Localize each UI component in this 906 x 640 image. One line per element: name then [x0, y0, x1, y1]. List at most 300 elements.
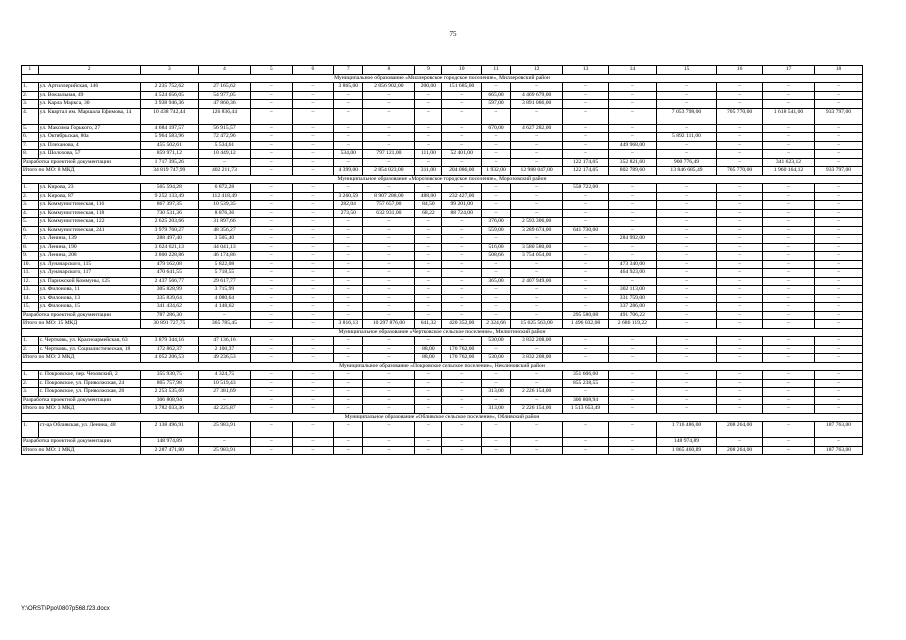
- table-cell: 705 770,00: [717, 167, 763, 176]
- table-cell: –: [250, 446, 292, 455]
- table-cell: 84,50: [415, 201, 442, 210]
- table-cell: –: [717, 260, 763, 269]
- table-cell: 2 138 496,91: [140, 422, 198, 438]
- table-cell: –: [608, 243, 656, 252]
- table-cell: –: [415, 158, 442, 167]
- table-cell: 2 056 902,00: [363, 83, 415, 92]
- table-cell: –: [250, 150, 292, 159]
- table-cell: –: [481, 108, 510, 124]
- table-cell: –: [442, 446, 482, 455]
- table-cell: 859 971,12: [140, 150, 198, 159]
- table-cell: –: [656, 150, 716, 159]
- table-cell: –: [250, 133, 292, 142]
- table-cell: –: [292, 388, 334, 397]
- table-cell: –: [511, 286, 563, 295]
- table-cell: 47 136,16: [198, 337, 250, 346]
- table-cell: 4 324,75: [198, 371, 250, 380]
- table-cell: 5 534,61: [198, 141, 250, 150]
- table-cell: –: [762, 100, 814, 109]
- table-cell: 632 931,00: [363, 209, 415, 218]
- table-cell: –: [334, 294, 363, 303]
- column-number: 8: [363, 66, 415, 75]
- table-cell: –: [656, 286, 716, 295]
- table-cell: 126 836,44: [198, 108, 250, 124]
- table-cell: –: [292, 294, 334, 303]
- table-cell: –: [250, 83, 292, 92]
- table-cell: –: [363, 158, 415, 167]
- section-header-row: [22, 362, 863, 371]
- table-cell: –: [292, 438, 334, 447]
- table-cell: 232 427,00: [442, 192, 482, 201]
- table-cell: –: [717, 133, 763, 142]
- table-cell: –: [292, 396, 334, 405]
- table-cell: –: [762, 150, 814, 159]
- table-cell: –: [415, 91, 442, 100]
- table-cell: –: [815, 133, 863, 142]
- table-cell: –: [250, 226, 292, 235]
- table-cell: –: [717, 303, 763, 312]
- table-cell: 1 865 460,89: [656, 446, 716, 455]
- column-number: 14: [608, 66, 656, 75]
- table-cell: –: [442, 277, 482, 286]
- table-cell: 341 434,62: [140, 303, 198, 312]
- table-cell: 112 418,49: [198, 192, 250, 201]
- table-row: [22, 201, 863, 210]
- table-cell: –: [415, 260, 442, 269]
- table-cell: –: [334, 269, 363, 278]
- row-number: 7.: [22, 235, 39, 244]
- table-cell: 4 399,00: [334, 167, 363, 176]
- table-cell: –: [717, 354, 763, 363]
- table-cell: 48 356,27: [198, 226, 250, 235]
- summary-row: [22, 167, 863, 176]
- table-cell: –: [656, 201, 716, 210]
- table-cell: –: [442, 158, 482, 167]
- table-cell: 2 287 471,80: [140, 446, 198, 455]
- column-number: 11: [481, 66, 510, 75]
- table-cell: –: [481, 345, 510, 354]
- table-cell: –: [563, 83, 609, 92]
- address-cell: с. Покровское, ул. Приволжская, 24: [38, 379, 140, 388]
- table-cell: –: [815, 141, 863, 150]
- table-row: [22, 294, 863, 303]
- row-number: 1.: [22, 83, 39, 92]
- table-cell: 148 974,89: [140, 438, 198, 447]
- summary-row: [22, 438, 863, 447]
- table-cell: –: [250, 91, 292, 100]
- address-cell: ул. Шолохова, 57: [38, 150, 140, 159]
- table-cell: –: [815, 320, 863, 329]
- table-cell: –: [717, 243, 763, 252]
- table-cell: –: [334, 446, 363, 455]
- table-cell: –: [250, 124, 292, 133]
- address-cell: ул. Кирова, 87: [38, 192, 140, 201]
- table-cell: –: [415, 124, 442, 133]
- address-cell: ул. Филонова, 13: [38, 294, 140, 303]
- table-cell: 7 053 798,00: [656, 108, 716, 124]
- table-cell: –: [608, 209, 656, 218]
- table-cell: –: [250, 243, 292, 252]
- table-cell: –: [250, 141, 292, 150]
- table-cell: –: [334, 311, 363, 320]
- table-cell: –: [415, 184, 442, 193]
- table-cell: –: [334, 396, 363, 405]
- table-cell: –: [762, 277, 814, 286]
- table-cell: –: [762, 141, 814, 150]
- table-cell: –: [656, 311, 716, 320]
- table-cell: 313,00: [481, 388, 510, 397]
- table-cell: 479 162,08: [140, 260, 198, 269]
- table-row: [22, 371, 863, 380]
- table-cell: –: [815, 260, 863, 269]
- column-number: 9: [415, 66, 442, 75]
- table-cell: –: [717, 337, 763, 346]
- table-cell: –: [608, 218, 656, 227]
- table-cell: –: [815, 277, 863, 286]
- table-cell: –: [815, 124, 863, 133]
- summary-label: Итого по МО: 8 МКД: [22, 167, 141, 176]
- table-cell: –: [563, 150, 609, 159]
- table-cell: –: [442, 371, 482, 380]
- table-cell: –: [363, 345, 415, 354]
- table-cell: –: [334, 277, 363, 286]
- table-cell: –: [481, 371, 510, 380]
- table-cell: –: [511, 150, 563, 159]
- table-cell: –: [250, 311, 292, 320]
- table-cell: 8 876,36: [198, 209, 250, 218]
- column-number: 5: [250, 66, 292, 75]
- table-cell: –: [511, 201, 563, 210]
- table-cell: 172 862,37: [140, 345, 198, 354]
- table-cell: –: [415, 218, 442, 227]
- table-cell: –: [762, 91, 814, 100]
- table-cell: 3 891 086,00: [511, 100, 563, 109]
- row-number: 1.: [22, 422, 39, 438]
- table-cell: 4 684 197,57: [140, 124, 198, 133]
- row-number: 4.: [22, 209, 39, 218]
- table-cell: 2 407 949,00: [511, 277, 563, 286]
- table-cell: –: [656, 124, 716, 133]
- table-cell: –: [511, 108, 563, 124]
- table-cell: –: [762, 446, 814, 455]
- table-cell: 802 789,60: [608, 167, 656, 176]
- table-cell: –: [815, 192, 863, 201]
- row-number: 3.: [22, 201, 39, 210]
- summary-row: [22, 396, 863, 405]
- table-cell: –: [481, 150, 510, 159]
- table-cell: –: [442, 124, 482, 133]
- table-cell: –: [511, 311, 563, 320]
- column-number: 7: [334, 66, 363, 75]
- table-cell: –: [481, 311, 510, 320]
- table-cell: 491 706,22: [608, 311, 656, 320]
- table-cell: –: [334, 345, 363, 354]
- table-cell: –: [334, 422, 363, 438]
- table-cell: –: [717, 388, 763, 397]
- table-cell: –: [292, 209, 334, 218]
- table-cell: –: [717, 124, 763, 133]
- table-cell: –: [442, 269, 482, 278]
- table-cell: 44 041,13: [198, 243, 250, 252]
- table-cell: –: [656, 277, 716, 286]
- table-cell: 3 979 760,27: [140, 226, 198, 235]
- table-cell: 208 264,00: [717, 446, 763, 455]
- table-cell: 464 923,00: [608, 269, 656, 278]
- table-cell: –: [717, 141, 763, 150]
- row-number: 3.: [22, 100, 39, 109]
- table-cell: –: [762, 286, 814, 295]
- table-cell: –: [717, 91, 763, 100]
- table-row: [22, 243, 863, 252]
- table-cell: –: [442, 226, 482, 235]
- table-cell: –: [762, 311, 814, 320]
- table-cell: –: [363, 396, 415, 405]
- table-cell: –: [656, 269, 716, 278]
- summary-label: Итого по МО: 2 МКД: [22, 354, 141, 363]
- table-cell: 787 286,30: [140, 311, 198, 320]
- column-number: 15: [656, 66, 716, 75]
- table-cell: –: [815, 184, 863, 193]
- column-number: 17: [762, 66, 814, 75]
- table-cell: –: [656, 396, 716, 405]
- table-cell: –: [334, 438, 363, 447]
- table-cell: 305 828,99: [140, 286, 198, 295]
- table-cell: 302 113,00: [608, 286, 656, 295]
- table-cell: 148 974,89: [656, 438, 716, 447]
- table-cell: –: [250, 192, 292, 201]
- table-cell: –: [198, 438, 250, 447]
- table-row: [22, 100, 863, 109]
- table-cell: –: [608, 405, 656, 414]
- table-cell: 187 763,00: [815, 422, 863, 438]
- table-cell: –: [415, 446, 442, 455]
- table-cell: –: [762, 83, 814, 92]
- table-cell: –: [292, 405, 334, 414]
- table-cell: –: [717, 345, 763, 354]
- table-cell: –: [717, 405, 763, 414]
- table-cell: –: [762, 243, 814, 252]
- address-cell: с. Покровское, пер. Чеховский, 2: [38, 371, 140, 380]
- table-row: [22, 209, 863, 218]
- table-cell: –: [415, 277, 442, 286]
- table-cell: 34 819 747,99: [140, 167, 198, 176]
- table-cell: –: [415, 226, 442, 235]
- table-cell: –: [656, 337, 716, 346]
- table-row: [22, 83, 863, 92]
- table-cell: –: [815, 337, 863, 346]
- table-cell: –: [415, 379, 442, 388]
- table-cell: –: [442, 108, 482, 124]
- summary-label: Итого по МО: 3 МКД: [22, 405, 141, 414]
- table-cell: –: [292, 286, 334, 295]
- table-cell: –: [292, 311, 334, 320]
- table-cell: 2 253 535,69: [140, 388, 198, 397]
- table-cell: –: [762, 201, 814, 210]
- row-number: 13.: [22, 286, 39, 295]
- table-cell: –: [563, 201, 609, 210]
- column-number: 6: [292, 66, 334, 75]
- table-cell: 10 519,43: [198, 379, 250, 388]
- table-cell: –: [481, 294, 510, 303]
- table-cell: –: [415, 252, 442, 261]
- section-header-row: [22, 328, 863, 337]
- table-cell: 1 932,00: [481, 167, 510, 176]
- table-row: [22, 133, 863, 142]
- table-cell: –: [363, 235, 415, 244]
- table-cell: –: [334, 337, 363, 346]
- table-cell: 99 201,00: [442, 201, 482, 210]
- table-cell: –: [250, 379, 292, 388]
- table-cell: –: [608, 446, 656, 455]
- table-cell: –: [250, 405, 292, 414]
- table-row: [22, 124, 863, 133]
- summary-row: [22, 446, 863, 455]
- row-number: 12.: [22, 277, 39, 286]
- table-cell: –: [442, 303, 482, 312]
- table-cell: –: [334, 371, 363, 380]
- table-cell: –: [762, 396, 814, 405]
- table-cell: 2 437 566,77: [140, 277, 198, 286]
- table-cell: –: [250, 337, 292, 346]
- table-cell: –: [656, 252, 716, 261]
- table-cell: –: [762, 405, 814, 414]
- table-cell: –: [415, 388, 442, 397]
- table-cell: 1 717 395,26: [140, 158, 198, 167]
- table-cell: –: [563, 133, 609, 142]
- table-cell: –: [815, 252, 863, 261]
- table-cell: –: [292, 167, 334, 176]
- table-cell: 282,04: [334, 201, 363, 210]
- address-cell: ул. Коммунистическая, 122: [38, 218, 140, 227]
- summary-label: Разработка проектной документации: [22, 311, 141, 320]
- table-cell: 470 641,55: [140, 269, 198, 278]
- table-cell: –: [815, 226, 863, 235]
- table-cell: 2 226 154,00: [511, 388, 563, 397]
- table-cell: –: [442, 91, 482, 100]
- table-cell: –: [334, 108, 363, 124]
- table-cell: 641 730,00: [563, 226, 609, 235]
- address-cell: ул. Филонова, 15: [38, 303, 140, 312]
- table-cell: 6 872,28: [198, 184, 250, 193]
- table-cell: –: [563, 354, 609, 363]
- table-cell: –: [292, 192, 334, 201]
- table-cell: 122 174,05: [563, 158, 609, 167]
- table-cell: –: [717, 294, 763, 303]
- table-cell: –: [292, 226, 334, 235]
- table-cell: –: [334, 235, 363, 244]
- table-cell: 200,00: [415, 83, 442, 92]
- table-cell: –: [608, 108, 656, 124]
- table-cell: –: [762, 438, 814, 447]
- financing-table: [21, 65, 863, 455]
- table-cell: –: [481, 286, 510, 295]
- table-cell: 565 594,28: [140, 184, 198, 193]
- table-cell: –: [815, 100, 863, 109]
- table-cell: –: [717, 201, 763, 210]
- table-cell: –: [481, 192, 510, 201]
- table-cell: 27 381,69: [198, 388, 250, 397]
- table-cell: –: [250, 294, 292, 303]
- table-cell: –: [717, 252, 763, 261]
- table-cell: –: [292, 124, 334, 133]
- row-number: 4.: [22, 108, 39, 124]
- row-number: 1.: [22, 337, 39, 346]
- column-number: 4: [198, 66, 250, 75]
- address-cell: ул. Филонова, 11: [38, 286, 140, 295]
- summary-row: [22, 158, 863, 167]
- table-cell: –: [563, 108, 609, 124]
- table-cell: –: [563, 235, 609, 244]
- table-cell: –: [363, 100, 415, 109]
- table-cell: –: [292, 446, 334, 455]
- table-cell: 2 593 306,00: [511, 218, 563, 227]
- table-cell: –: [250, 422, 292, 438]
- table-cell: –: [363, 260, 415, 269]
- table-cell: –: [656, 184, 716, 193]
- row-number: 11.: [22, 269, 39, 278]
- table-cell: –: [292, 379, 334, 388]
- table-cell: –: [363, 108, 415, 124]
- table-cell: –: [334, 379, 363, 388]
- table-cell: –: [511, 184, 563, 193]
- table-row: [22, 218, 863, 227]
- table-cell: –: [815, 294, 863, 303]
- table-cell: –: [656, 303, 716, 312]
- column-number: 18: [815, 66, 863, 75]
- table-cell: 313,00: [481, 405, 510, 414]
- table-cell: –: [717, 218, 763, 227]
- table-cell: –: [363, 141, 415, 150]
- column-number: 10: [442, 66, 482, 75]
- table-cell: –: [363, 252, 415, 261]
- table-cell: –: [717, 396, 763, 405]
- row-number: 2.: [22, 345, 39, 354]
- table-cell: –: [442, 133, 482, 142]
- table-cell: 335 839,64: [140, 294, 198, 303]
- table-cell: –: [292, 141, 334, 150]
- table-cell: –: [511, 192, 563, 201]
- table-cell: 29 617,77: [198, 277, 250, 286]
- summary-label: Разработка проектной документации: [22, 396, 141, 405]
- table-cell: –: [334, 158, 363, 167]
- table-cell: –: [608, 438, 656, 447]
- table-cell: –: [415, 108, 442, 124]
- table-cell: –: [292, 235, 334, 244]
- table-cell: –: [292, 371, 334, 380]
- table-cell: –: [656, 345, 716, 354]
- table-cell: –: [292, 252, 334, 261]
- table-cell: –: [334, 91, 363, 100]
- table-cell: –: [415, 100, 442, 109]
- table-cell: –: [511, 396, 563, 405]
- table-cell: 3 816,13: [334, 320, 363, 329]
- table-cell: –: [656, 192, 716, 201]
- table-cell: –: [717, 209, 763, 218]
- table-cell: –: [815, 158, 863, 167]
- table-cell: –: [292, 100, 334, 109]
- row-number: 3.: [22, 388, 39, 397]
- address-cell: ул. Коммунистическая, 116: [38, 201, 140, 210]
- table-cell: –: [815, 269, 863, 278]
- table-cell: –: [563, 209, 609, 218]
- table-cell: –: [250, 201, 292, 210]
- table-cell: –: [442, 286, 482, 295]
- table-cell: 3 865,00: [334, 83, 363, 92]
- table-row: [22, 192, 863, 201]
- table-cell: –: [363, 422, 415, 438]
- table-cell: –: [717, 286, 763, 295]
- summary-label: Итого по МО: 1 МКД: [22, 446, 141, 455]
